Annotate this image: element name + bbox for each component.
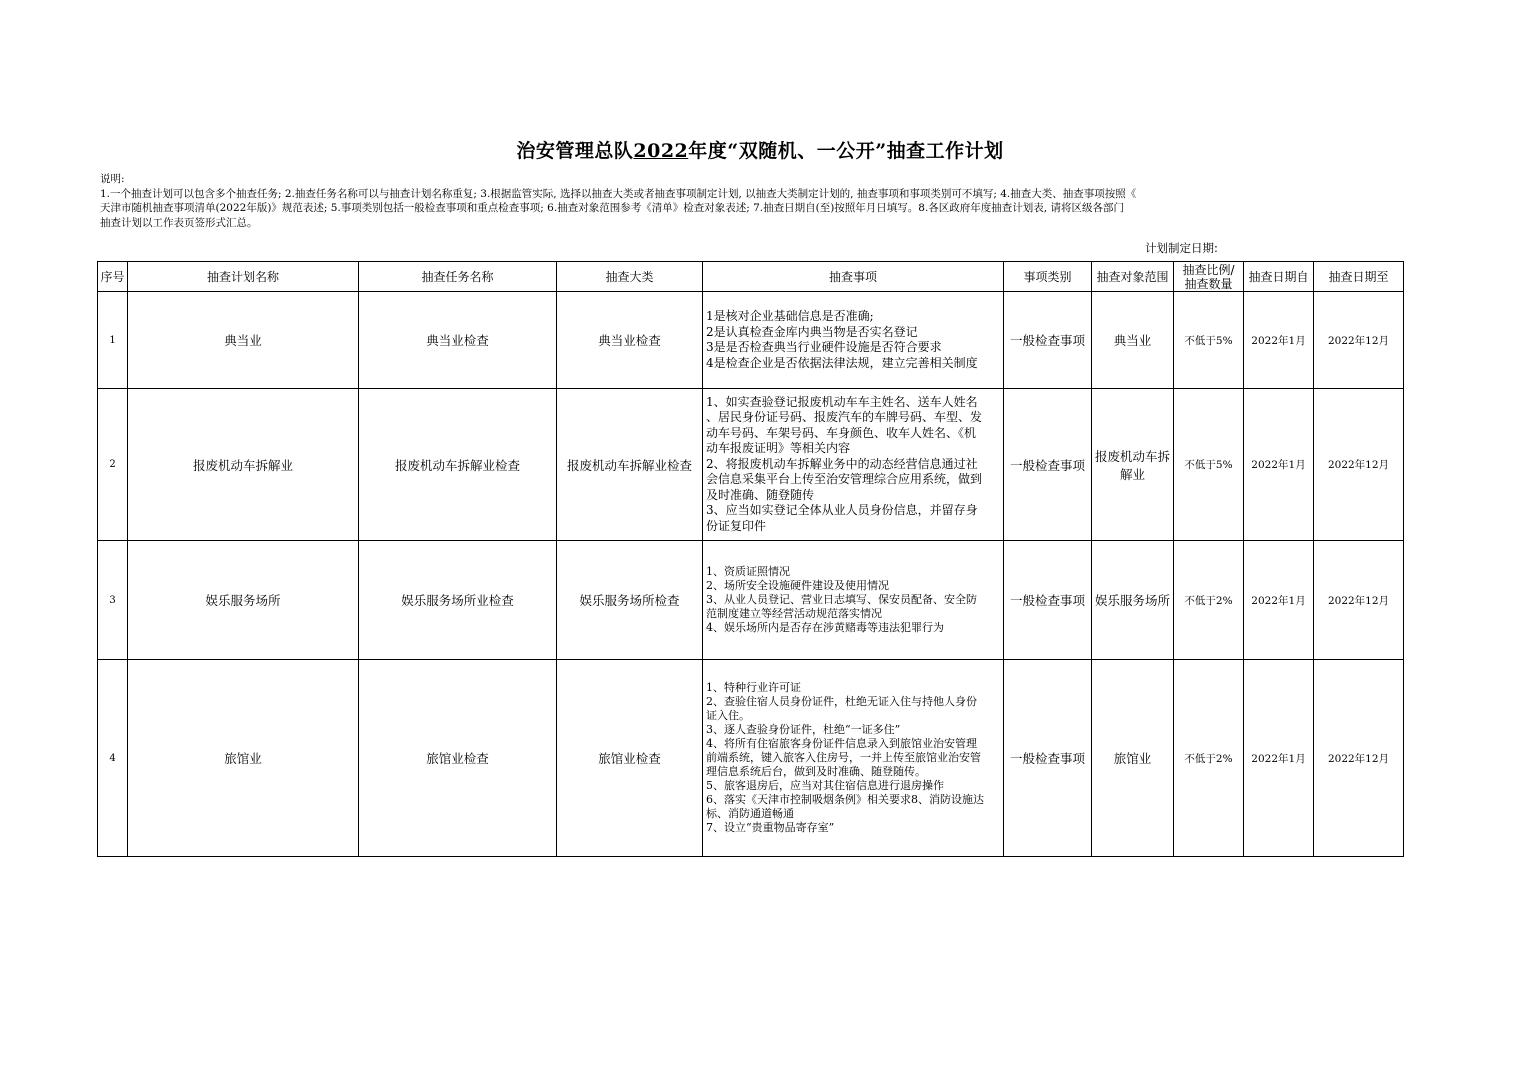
col-header-seq: 序号	[98, 262, 128, 292]
row-ratio: 不低于2%	[1174, 541, 1244, 660]
row-items	[703, 292, 1004, 389]
row-task-name: 典当业检查	[359, 292, 557, 389]
item-line: 3、应当如实登记全体从业人员身份信息，并留存身	[706, 503, 978, 518]
item-line: 份证复印件	[706, 518, 767, 533]
col-header-date-from: 抽查日期自	[1244, 262, 1314, 292]
row-plan-name: 典当业	[128, 292, 359, 389]
row-seq: 2	[98, 389, 128, 541]
row-items	[703, 389, 1004, 541]
item-line: 5、旅客退房后，应当对其住宿信息进行退房操作	[706, 779, 944, 792]
row-ratio: 不低于5%	[1174, 292, 1244, 389]
page-title	[0, 136, 1520, 163]
item-line: 3是是否检查典当行业硬件设施是否符合要求	[706, 340, 942, 354]
row-task-name: 娱乐服务场所业检查	[359, 541, 557, 660]
item-line: 4、将所有住宿旅客身份证件信息录入到旅馆业治安管理	[706, 737, 977, 750]
col-header-items: 抽查事项	[703, 262, 1004, 292]
col-header-date-to: 抽查日期至	[1314, 262, 1404, 292]
item-line: 3、逐人查验身份证件，杜绝“一证多住”	[706, 723, 901, 736]
col-header-category: 抽查大类	[557, 262, 703, 292]
item-line: 2、将报废机动车拆解业务中的动态经营信息通过社	[706, 456, 978, 471]
col-header-plan-name: 抽查计划名称	[128, 262, 359, 292]
row-item-type: 一般检查事项	[1004, 660, 1092, 857]
row-item-type: 一般检查事项	[1004, 541, 1092, 660]
row-category: 娱乐服务场所检查	[557, 541, 703, 660]
row-date-to: 2022年12月	[1314, 389, 1404, 541]
item-line: 4、娱乐场所内是否存在涉黄赌毒等违法犯罪行为	[706, 621, 944, 634]
item-line: 2是认真检查金库内典当物是否实名登记	[706, 324, 918, 339]
item-line: 、居民身份证号码、报废汽车的车牌号码、车型、发	[706, 410, 983, 425]
row-items	[703, 541, 1004, 660]
item-line: 6、落实《天津市控制吸烟条例》相关要求8、消防设施达	[706, 793, 984, 806]
instructions-line: 抽查计划以工作表页签形式汇总。	[100, 216, 258, 229]
row-task-name: 报废机动车拆解业检查	[359, 389, 557, 541]
row-plan-name: 报废机动车拆解业	[128, 389, 359, 541]
table-row	[98, 541, 1404, 660]
row-item-type: 一般检查事项	[1004, 389, 1092, 541]
row-ratio: 不低于5%	[1174, 389, 1244, 541]
title-suffix: 年度“双随机、一公开”抽查工作计划	[688, 140, 1004, 162]
row-category: 旅馆业检查	[557, 660, 703, 857]
row-seq: 1	[98, 292, 128, 389]
item-line: 1、特种行业许可证	[706, 681, 801, 694]
table-header-row	[98, 262, 1404, 292]
row-ratio: 不低于2%	[1174, 660, 1244, 857]
row-date-to: 2022年12月	[1314, 660, 1404, 857]
col-header-ratio: 抽查比例/ 抽查数量	[1174, 262, 1244, 292]
instructions-heading: 说明:	[100, 173, 125, 185]
row-seq: 3	[98, 541, 128, 660]
item-line: 动车号码、车架号码、车身颜色、收车人姓名、《机	[706, 425, 977, 440]
table-row	[98, 660, 1404, 857]
item-line: 标、消防通道畅通	[706, 807, 794, 820]
row-category: 典当业检查	[557, 292, 703, 389]
title-year: 2022	[633, 140, 689, 162]
row-scope: 报废机动车拆解业	[1092, 389, 1174, 541]
row-date-from: 2022年1月	[1244, 541, 1314, 660]
item-line: 范制度建立等经营活动规范落实情况	[706, 607, 882, 620]
row-plan-name: 娱乐服务场所	[128, 541, 359, 660]
item-line: 前端系统，键入旅客入住房号，一并上传至旅馆业治安管	[706, 751, 981, 764]
item-line: 证入住。	[706, 709, 750, 722]
row-date-to: 2022年12月	[1314, 541, 1404, 660]
item-line: 2、场所安全设施硬件建设及使用情况	[706, 579, 889, 592]
item-line: 1、如实查验登记报废机动车车主姓名、送车人姓名	[706, 394, 978, 409]
row-date-from: 2022年1月	[1244, 292, 1314, 389]
col-header-item-type: 事项类别	[1004, 262, 1092, 292]
item-line: 理信息系统后台，做到及时准确、随登随传。	[706, 765, 926, 778]
plan-table	[97, 261, 1404, 857]
row-category: 报废机动车拆解业检查	[557, 389, 703, 541]
row-scope: 典当业	[1092, 292, 1174, 389]
title-prefix: 治安管理总队	[516, 140, 634, 162]
item-line: 3、从业人员登记、营业日志填写、保安员配备、安全防	[706, 593, 977, 606]
row-item-type: 一般检查事项	[1004, 292, 1092, 389]
table-row	[98, 389, 1404, 541]
row-items	[703, 660, 1004, 857]
item-line: 及时准确、随登随传	[706, 487, 815, 502]
instructions-line: 1.一个抽查计划可以包含多个抽查任务; 2.抽查任务名称可以与抽查计划名称重复; 3.根据监管实际, 选择以抽查大类或者抽查事项制定计划, 以抽查大类制定计划的, 抽查事项和事项类别可不填写; 4.抽查大类、抽查事项按照《	[100, 187, 1137, 200]
col-header-scope: 抽查对象范围	[1092, 262, 1174, 292]
row-scope: 娱乐服务场所	[1092, 541, 1174, 660]
row-plan-name: 旅馆业	[128, 660, 359, 857]
row-scope: 旅馆业	[1092, 660, 1174, 857]
item-line: 1、资质证照情况	[706, 565, 790, 578]
row-date-from: 2022年1月	[1244, 389, 1314, 541]
instructions-line: 天津市随机抽查事项清单(2022年版)》规范表述; 5.事项类别包括一般检查事项和重点检查事项; 6.抽查对象范围参考《清单》检查对象表述; 7.抽查日期自(至)按照年月日填写。8.各区政府年度抽查计划表, 请将区级各部门	[100, 202, 1124, 214]
row-date-to: 2022年12月	[1314, 292, 1404, 389]
row-seq: 4	[98, 660, 128, 857]
col-header-task-name: 抽查任务名称	[359, 262, 557, 292]
plan-date-label: 计划制定日期:	[1145, 241, 1218, 255]
item-line: 2、查验住宿人员身份证件，杜绝无证入住与持他人身份	[706, 695, 977, 708]
row-task-name: 旅馆业检查	[359, 660, 557, 857]
instructions	[100, 172, 1400, 230]
row-date-from: 2022年1月	[1244, 660, 1314, 857]
item-line: 动车报废证明》等相关内容	[706, 441, 851, 456]
table-row	[98, 292, 1404, 389]
item-line: 7、设立“贵重物品寄存室”	[706, 821, 835, 834]
item-line: 会信息采集平台上传至治安管理综合应用系统，做到	[706, 472, 983, 487]
item-line: 1是核对企业基础信息是否准确;	[706, 309, 874, 323]
item-line: 4是检查企业是否依据法律法规，建立完善相关制度	[706, 355, 978, 370]
